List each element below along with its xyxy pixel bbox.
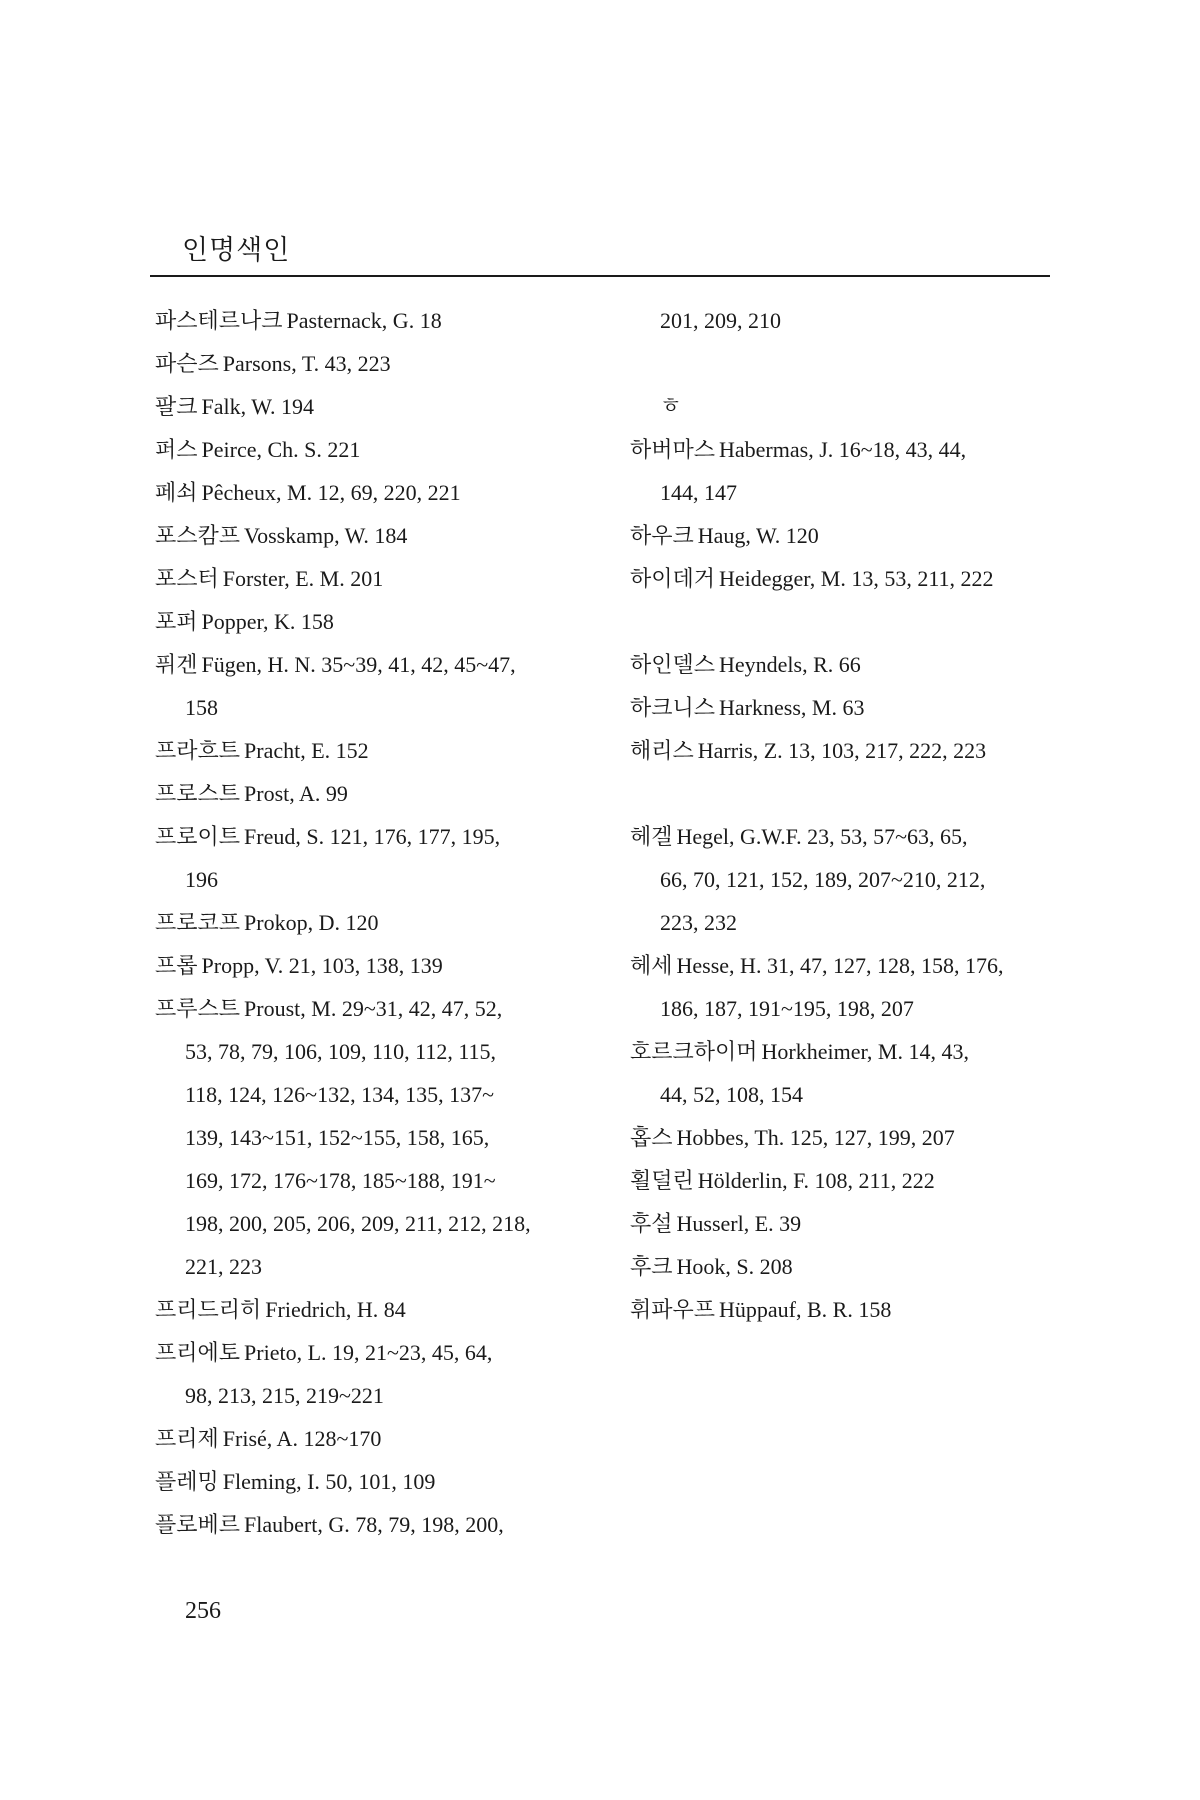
korean-name: 횔덜린: [630, 1169, 694, 1194]
index-entry: [630, 1202, 1060, 1245]
blank-line: [630, 772, 1060, 815]
korean-name: 해리스: [630, 739, 694, 764]
korean-name: 프롭: [155, 954, 198, 979]
entry-text: 44, 52, 108, 154: [660, 1082, 803, 1107]
korean-name: 후크: [630, 1255, 673, 1280]
index-entry: [155, 901, 575, 944]
entry-text: Prokop, D. 120: [244, 910, 379, 935]
header-rule: [150, 275, 1050, 277]
entry-text: Harkness, M. 63: [719, 695, 865, 720]
entry-text: Friedrich, H. 84: [265, 1297, 406, 1322]
entry-text: Horkheimer, M. 14, 43,: [761, 1039, 969, 1064]
index-entry-continuation: [155, 1245, 575, 1288]
korean-name: 포스캄프: [155, 524, 241, 549]
index-entry: [155, 1460, 575, 1503]
index-entry-continuation: [630, 471, 1060, 514]
entry-text: Hobbes, Th. 125, 127, 199, 207: [676, 1125, 955, 1150]
entry-text: 139, 143~151, 152~155, 158, 165,: [185, 1125, 490, 1150]
entry-text: 198, 200, 205, 206, 209, 211, 212, 218,: [185, 1211, 531, 1236]
index-entry: [155, 1503, 575, 1546]
entry-text: 169, 172, 176~178, 185~188, 191~: [185, 1168, 496, 1193]
index-entry: [155, 815, 575, 858]
index-entry: [630, 428, 1060, 471]
entry-text: Heyndels, R. 66: [719, 652, 861, 677]
korean-name: 프루스트: [155, 997, 241, 1022]
entry-text: 53, 78, 79, 106, 109, 110, 112, 115,: [185, 1039, 497, 1064]
index-entry: [155, 729, 575, 772]
entry-text: Vosskamp, W. 184: [244, 523, 408, 548]
entry-text: 221, 223: [185, 1254, 262, 1279]
index-entry-continuation: [630, 987, 1060, 1030]
entry-text: Pêcheux, M. 12, 69, 220, 221: [201, 480, 461, 505]
entry-text: Husserl, E. 39: [676, 1211, 802, 1236]
entry-text: Haug, W. 120: [697, 523, 819, 548]
entry-text: Fleming, I. 50, 101, 109: [222, 1469, 436, 1494]
entry-text: 66, 70, 121, 152, 189, 207~210, 212,: [660, 867, 986, 892]
index-entry: [630, 514, 1060, 557]
korean-name: 헤세: [630, 954, 673, 979]
entry-text: Prieto, L. 19, 21~23, 45, 64,: [244, 1340, 493, 1365]
entry-text: Hesse, H. 31, 47, 127, 128, 158, 176,: [676, 953, 1004, 978]
index-entry: [155, 514, 575, 557]
entry-text: Hölderlin, F. 108, 211, 222: [697, 1168, 935, 1193]
index-entry: [155, 342, 575, 385]
korean-name: 파슨즈: [155, 352, 219, 377]
index-entry: [630, 1288, 1060, 1331]
entry-text: 223, 232: [660, 910, 737, 935]
korean-name: 플로베르: [155, 1513, 241, 1538]
index-entry: [155, 944, 575, 987]
korean-name: 프리에토: [155, 1341, 241, 1366]
index-entry-continuation: [630, 901, 1060, 944]
index-entry-continuation: [155, 686, 575, 729]
index-entry: [630, 1159, 1060, 1202]
entry-text: 118, 124, 126~132, 134, 135, 137~: [185, 1082, 494, 1107]
korean-name: 프로이트: [155, 825, 241, 850]
korean-name: 퓌겐: [155, 653, 198, 678]
index-entry: [630, 557, 1060, 600]
entry-text: Freud, S. 121, 176, 177, 195,: [244, 824, 501, 849]
index-entry: [155, 299, 575, 342]
entry-text: Popper, K. 158: [201, 609, 334, 634]
entry-text: Peirce, Ch. S. 221: [201, 437, 361, 462]
korean-name: 파스테르나크: [155, 309, 283, 334]
blank-line: [630, 342, 1060, 385]
entry-text: Falk, W. 194: [201, 394, 314, 419]
korean-name: 프라흐트: [155, 739, 241, 764]
blank-line: [630, 600, 1060, 643]
entry-text: Heidegger, M. 13, 53, 211, 222: [719, 566, 994, 591]
index-entry-continuation: [155, 1159, 575, 1202]
entry-text: Frisé, A. 128~170: [222, 1426, 382, 1451]
index-entry: [630, 643, 1060, 686]
index-entry: [155, 987, 575, 1030]
index-entry: [155, 600, 575, 643]
index-entry: [155, 428, 575, 471]
korean-name: 하이데거: [630, 567, 716, 592]
entry-text: Pasternack, G. 18: [286, 308, 442, 333]
korean-name: 페쇠: [155, 481, 198, 506]
index-entry: [630, 1245, 1060, 1288]
korean-name: 팔크: [155, 395, 198, 420]
index-entry: [630, 1030, 1060, 1073]
entry-text: Habermas, J. 16~18, 43, 44,: [719, 437, 967, 462]
index-entry: [630, 815, 1060, 858]
index-entry: [155, 385, 575, 428]
index-entry-continuation: [155, 1030, 575, 1073]
korean-name: 프리제: [155, 1427, 219, 1452]
index-entry-continuation: [155, 858, 575, 901]
korean-name: 포퍼: [155, 610, 198, 635]
index-entry-continuation: [155, 1202, 575, 1245]
entry-text: Propp, V. 21, 103, 138, 139: [201, 953, 443, 978]
index-entry: [630, 944, 1060, 987]
korean-name: 프로코프: [155, 911, 241, 936]
korean-name: 프로스트: [155, 782, 241, 807]
index-entry-continuation: [630, 299, 1060, 342]
entry-text: Hüppauf, B. R. 158: [719, 1297, 892, 1322]
korean-name: 홉스: [630, 1126, 673, 1151]
korean-name: 후설: [630, 1212, 673, 1237]
entry-text: 98, 213, 215, 219~221: [185, 1383, 384, 1408]
korean-name: 퍼스: [155, 438, 198, 463]
korean-name: 포스터: [155, 567, 219, 592]
entry-text: Hook, S. 208: [676, 1254, 793, 1279]
section-letter: ㅎ: [660, 394, 682, 419]
entry-text: Flaubert, G. 78, 79, 198, 200,: [244, 1512, 504, 1537]
page-header: [150, 228, 1050, 277]
korean-name: 헤겔: [630, 825, 673, 850]
index-column-right: [630, 299, 1060, 1331]
korean-name: 호르크하이머: [630, 1040, 758, 1065]
korean-name: 플레밍: [155, 1470, 219, 1495]
index-entry: [630, 729, 1060, 772]
entry-text: 196: [185, 867, 218, 892]
entry-text: Parsons, T. 43, 223: [222, 351, 391, 376]
entry-text: 186, 187, 191~195, 198, 207: [660, 996, 914, 1021]
entry-text: 201, 209, 210: [660, 308, 781, 333]
index-entry: [155, 471, 575, 514]
index-entry-continuation: [630, 1073, 1060, 1116]
index-title: 인명색인: [182, 235, 291, 266]
entry-text: Proust, M. 29~31, 42, 47, 52,: [244, 996, 503, 1021]
index-column-left: [155, 299, 575, 1546]
index-entry-continuation: [155, 1116, 575, 1159]
index-entry: [630, 1116, 1060, 1159]
korean-name: 휘파우프: [630, 1298, 716, 1323]
entry-text: Pracht, E. 152: [244, 738, 369, 763]
korean-name: 하인델스: [630, 653, 716, 678]
index-entry: [155, 557, 575, 600]
index-entry-continuation: [630, 858, 1060, 901]
index-entry: [155, 643, 575, 686]
entry-text: Hegel, G.W.F. 23, 53, 57~63, 65,: [676, 824, 968, 849]
korean-name: 하버마스: [630, 438, 716, 463]
index-entry: [155, 1331, 575, 1374]
index-entry: [155, 772, 575, 815]
korean-name: 프리드리히: [155, 1298, 262, 1323]
index-entry: [630, 686, 1060, 729]
entry-text: 158: [185, 695, 218, 720]
korean-name: 하우크: [630, 524, 694, 549]
index-entry-continuation: [155, 1073, 575, 1116]
entry-text: Forster, E. M. 201: [222, 566, 384, 591]
page-number: 256: [185, 1598, 221, 1624]
entry-text: Harris, Z. 13, 103, 217, 222, 223: [697, 738, 987, 763]
korean-name: 하크니스: [630, 696, 716, 721]
index-entry-continuation: [155, 1374, 575, 1417]
entry-text: 144, 147: [660, 480, 737, 505]
index-entry: [155, 1417, 575, 1460]
entry-text: Fügen, H. N. 35~39, 41, 42, 45~47,: [201, 652, 516, 677]
index-entry: [155, 1288, 575, 1331]
entry-text: Prost, A. 99: [244, 781, 348, 806]
